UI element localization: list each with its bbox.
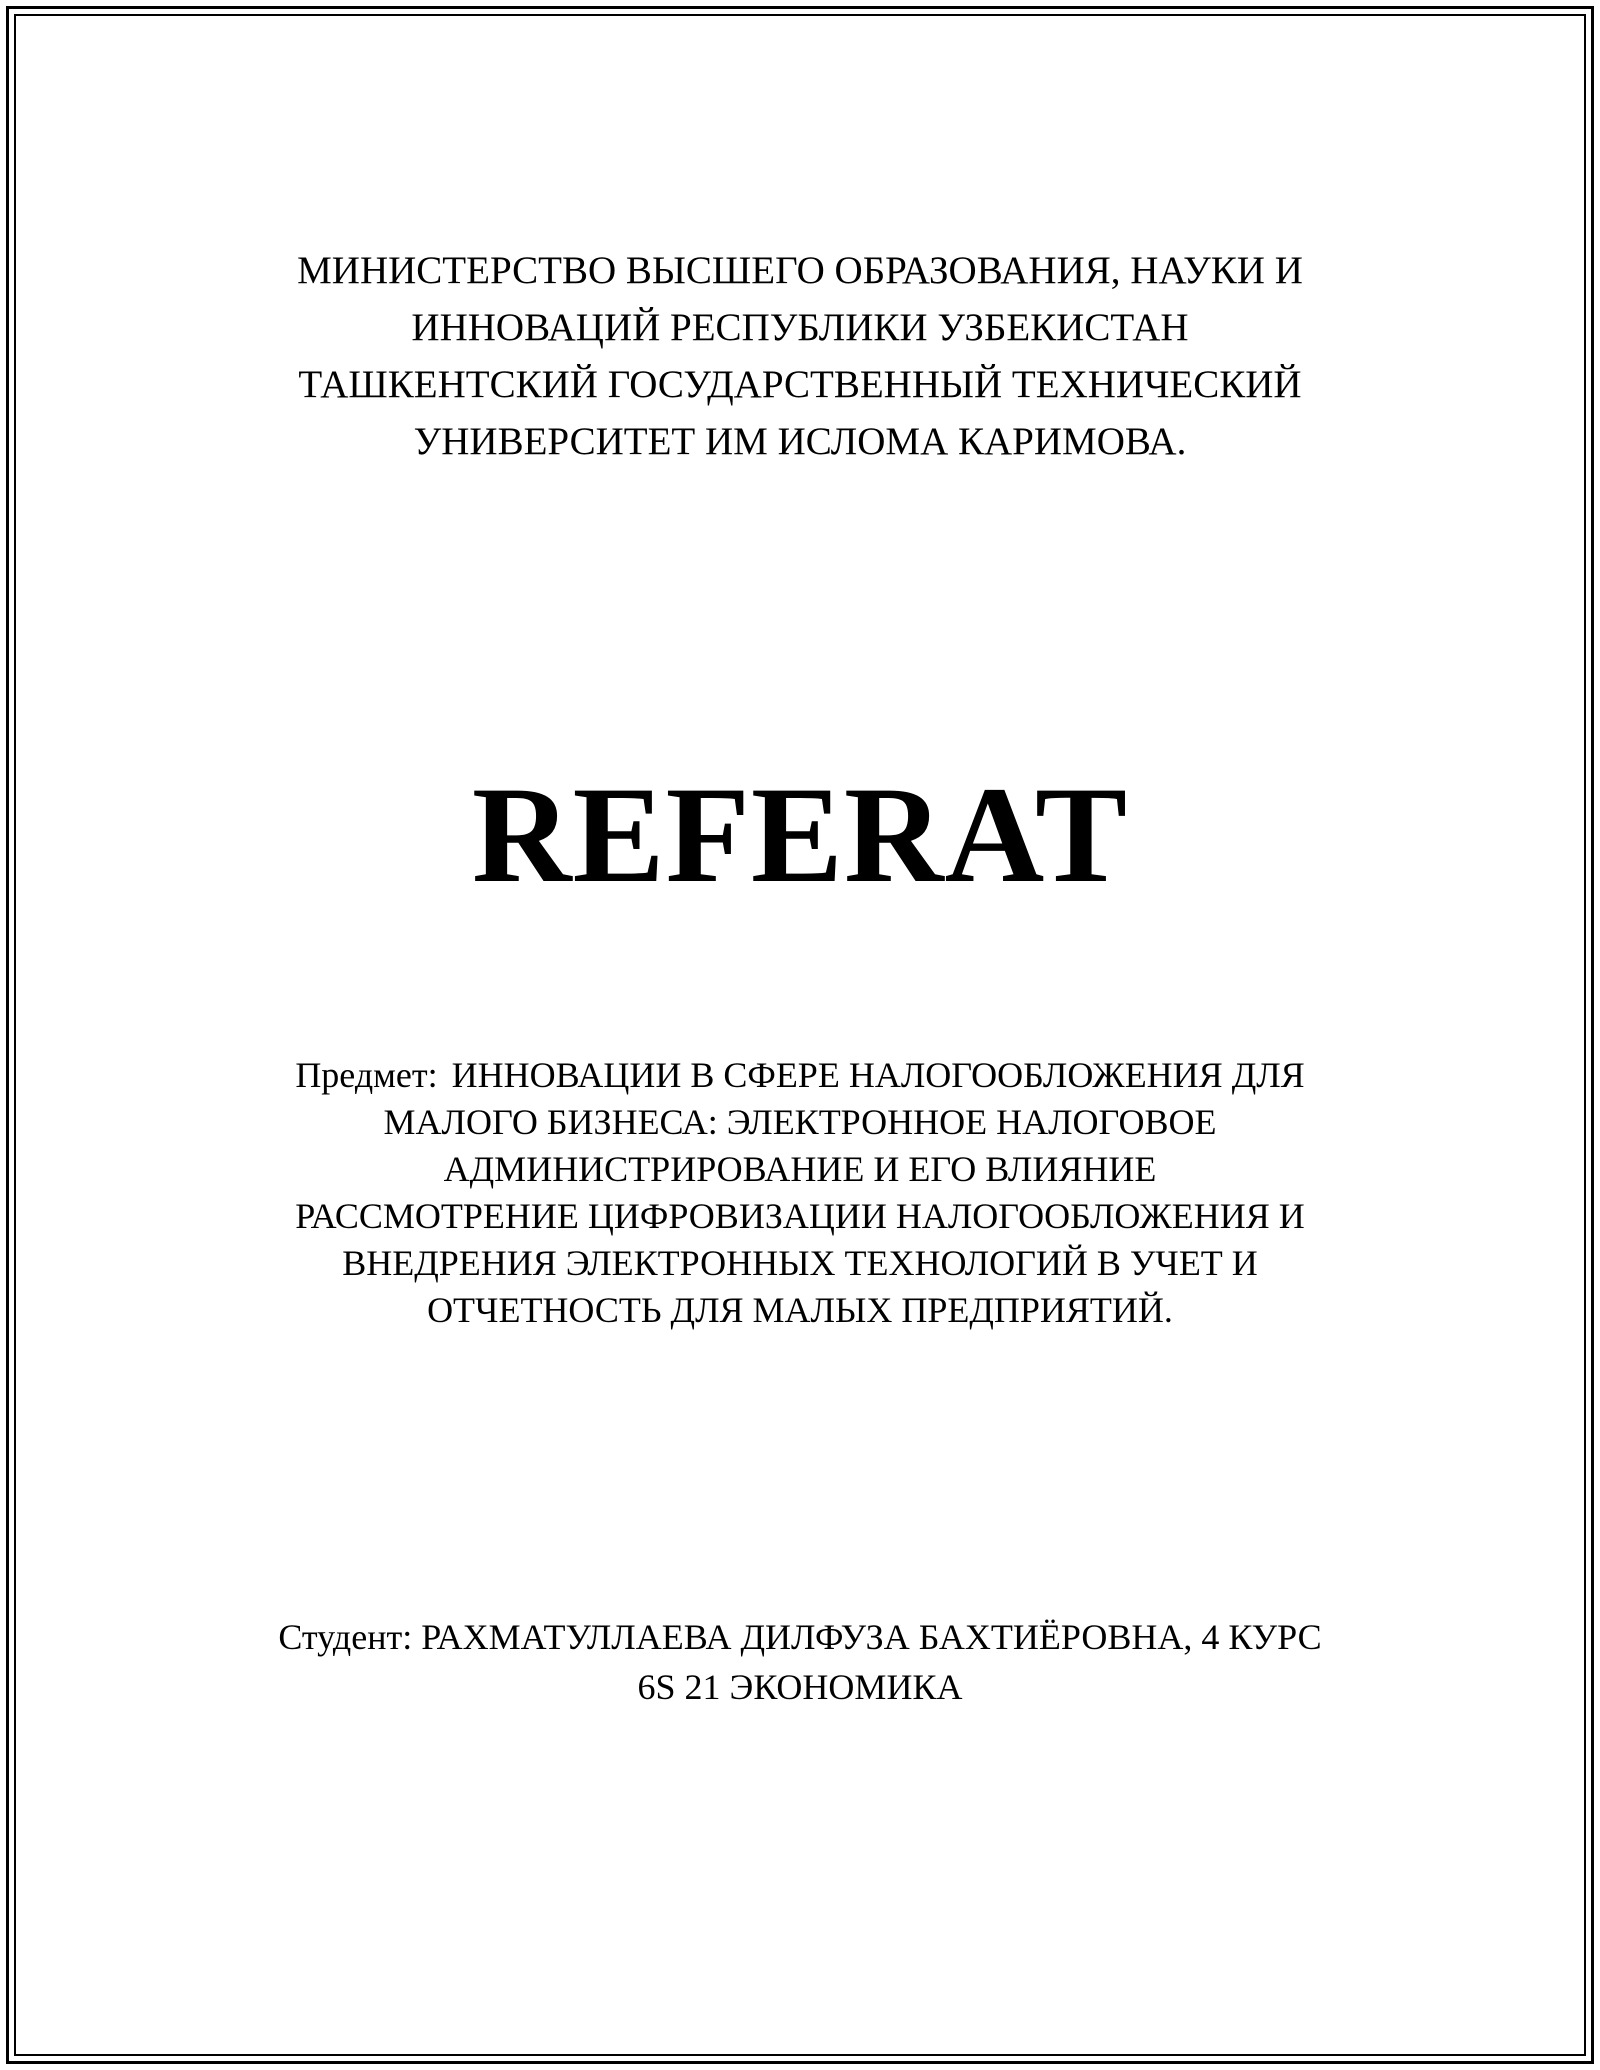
student-label: Студент: [278, 1617, 413, 1657]
subject-text: МАЛОГО БИЗНЕСА: ЭЛЕКТРОННОЕ НАЛОГОВОЕ [383, 1102, 1217, 1142]
student-name: РАХМАТУЛЛАЕВА ДИЛФУЗА БАХТИЁРОВНА, 4 КУРС [421, 1617, 1322, 1657]
subject-text: АДМИНИСТРИРОВАНИЕ И ЕГО ВЛИЯНИЕ [443, 1149, 1157, 1189]
subject-text: ОТЧЕТНОСТЬ ДЛЯ МАЛЫХ ПРЕДПРИЯТИЙ. [427, 1290, 1173, 1330]
subject-text: ВНЕДРЕНИЯ ЭЛЕКТРОННЫХ ТЕХНОЛОГИЙ В УЧЕТ И [342, 1243, 1258, 1283]
subject-label: Предмет: [295, 1055, 438, 1095]
student-name-line [0, 1612, 1600, 1662]
title-text: REFERAT [471, 758, 1129, 911]
document-title [0, 755, 1600, 915]
student-section [0, 1612, 1600, 1712]
university-line: ТАШКЕНТСКИЙ ГОСУДАРСТВЕННЫЙ ТЕХНИЧЕСКИЙ [298, 363, 1302, 406]
subject-text: ИННОВАЦИИ В СФЕРЕ НАЛОГООБЛОЖЕНИЯ ДЛЯ [451, 1055, 1305, 1095]
subject-first-line [0, 1052, 1600, 1099]
subject-section [0, 1052, 1600, 1334]
ministry-header [0, 242, 1600, 470]
university-line: УНИВЕРСИТЕТ ИМ ИСЛОМА КАРИМОВА. [413, 420, 1187, 463]
subject-text: РАССМОТРЕНИЕ ЦИФРОВИЗАЦИИ НАЛОГООБЛОЖЕНИЯ И [295, 1196, 1305, 1236]
ministry-line: МИНИСТЕРСТВО ВЫСШЕГО ОБРАЗОВАНИЯ, НАУКИ И [297, 249, 1303, 292]
student-group: 6S 21 ЭКОНОМИКА [637, 1667, 963, 1707]
ministry-line: ИННОВАЦИЙ РЕСПУБЛИКИ УЗБЕКИСТАН [411, 306, 1189, 349]
